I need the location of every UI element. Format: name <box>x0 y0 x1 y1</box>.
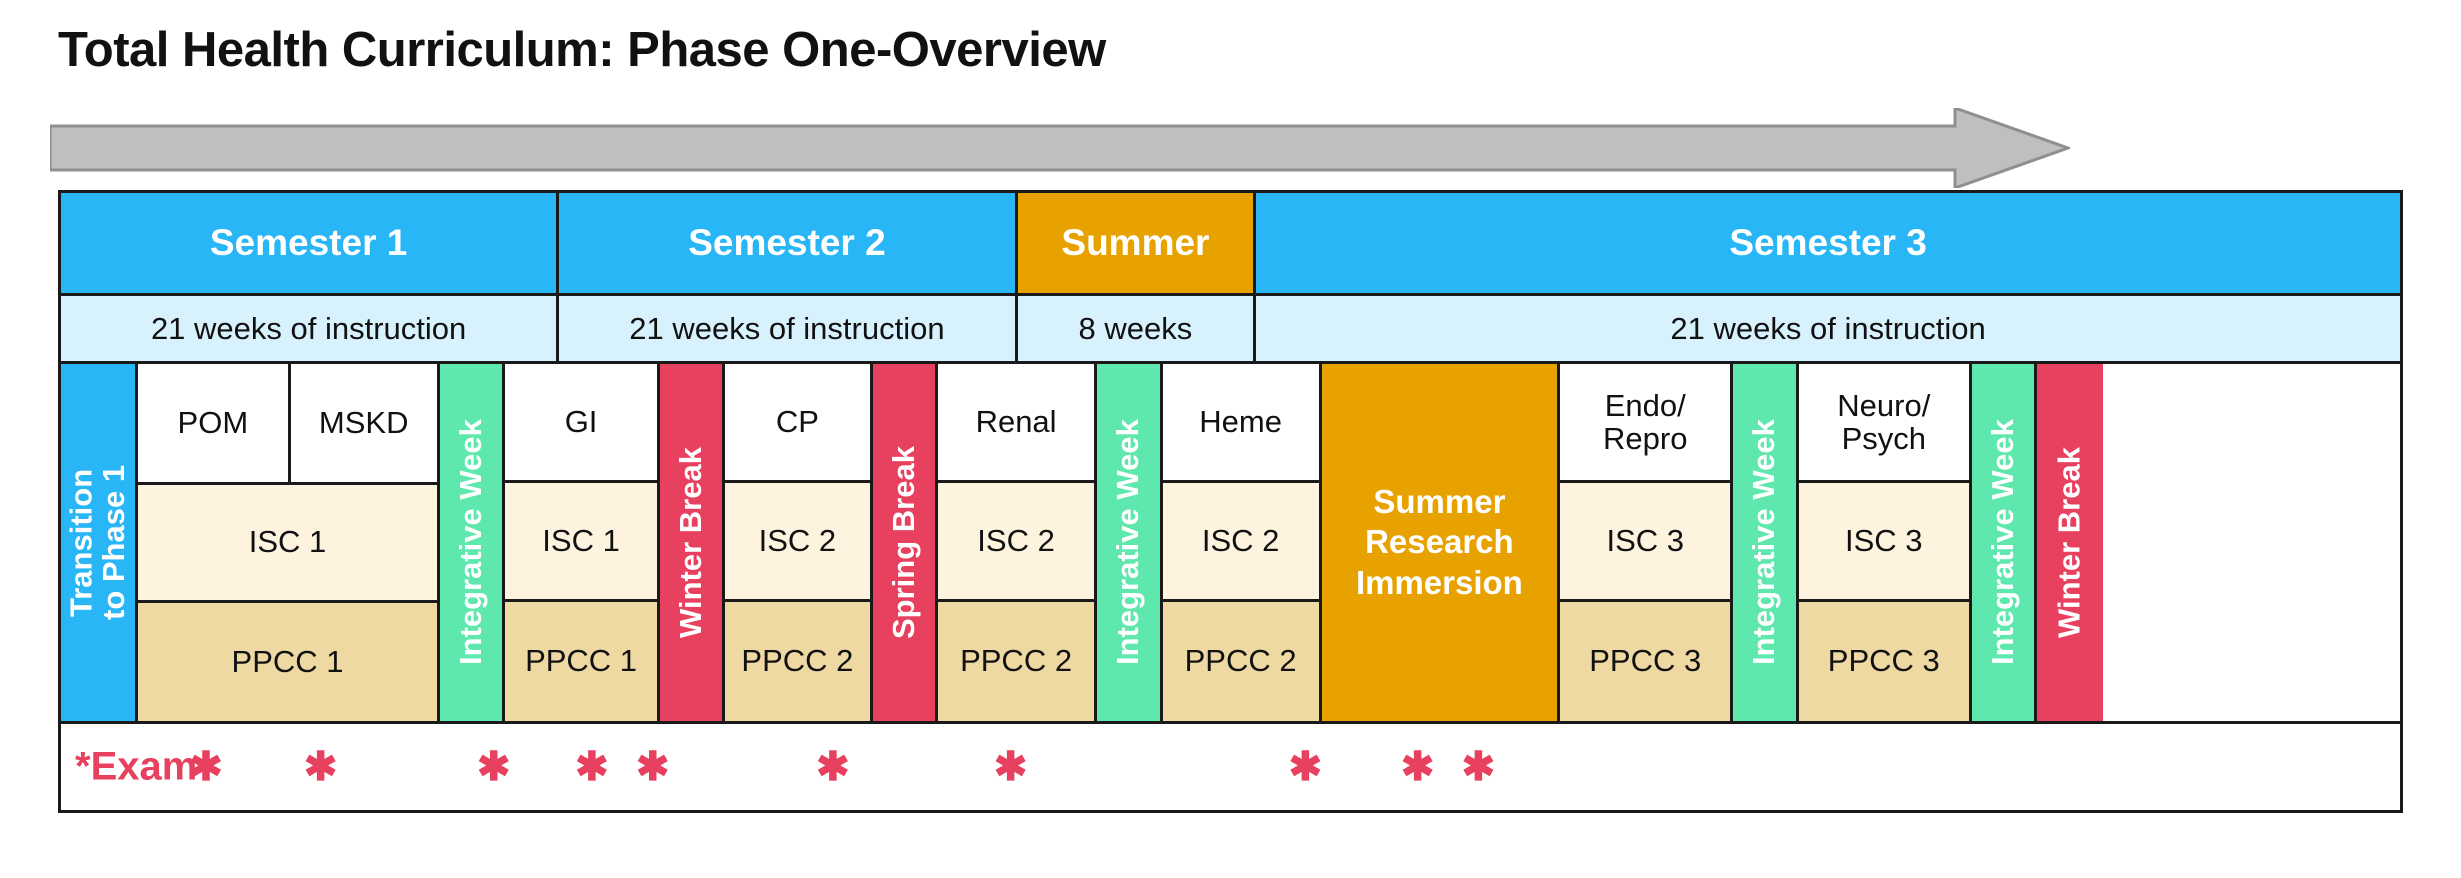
ppcc-3-a: PPCC 3 <box>1560 602 1730 721</box>
integrative-week-4-label: Integrative Week <box>1984 419 2020 666</box>
column-renal <box>938 364 1097 721</box>
page-title: Total Health Curriculum: Phase One-Overview <box>58 23 1106 77</box>
course-endo-repro: Endo/ Repro <box>1560 364 1730 483</box>
column-integrative-week-2 <box>1097 364 1162 721</box>
course-neuro-psych: Neuro/ Psych <box>1799 364 1969 483</box>
course-renal: Renal <box>938 364 1094 483</box>
exam-star: ✱ <box>575 745 609 789</box>
isc-2-a: ISC 2 <box>725 483 869 602</box>
isc-3-b: ISC 3 <box>1799 483 1969 602</box>
winter-break-2-label: Winter Break <box>2051 447 2087 638</box>
weeks-semester-3: 21 weeks of instruction <box>1256 296 2400 361</box>
ppcc-3-b: PPCC 3 <box>1799 602 1969 721</box>
course-gi: GI <box>505 364 656 483</box>
exam-star: ✱ <box>1461 745 1496 789</box>
isc-3-a: ISC 3 <box>1560 483 1730 602</box>
integrative-week-1-label: Integrative Week <box>452 419 488 666</box>
column-endo-repro <box>1560 364 1733 721</box>
course-cp: CP <box>725 364 869 483</box>
exam-star: ✱ <box>636 745 670 789</box>
course-blocks-row <box>61 361 2400 721</box>
ppcc-2-c: PPCC 2 <box>1163 602 1319 721</box>
spring-break-label: Spring Break <box>885 446 921 639</box>
ppcc-1-b: PPCC 1 <box>505 602 656 721</box>
weeks-row <box>61 293 2400 361</box>
ppcc-1-a: PPCC 1 <box>138 603 437 721</box>
exam-star: ✱ <box>1400 745 1435 789</box>
weeks-summer: 8 weeks <box>1018 296 1257 361</box>
column-summer-research-immersion <box>1322 364 1561 721</box>
column-integrative-week-4 <box>1972 364 2037 721</box>
column-neuro-psych <box>1799 364 1972 721</box>
timeline-arrow <box>50 108 2070 188</box>
column-winter-break-2 <box>2037 364 2102 721</box>
exam-star: ✱ <box>993 745 1028 789</box>
column-cp <box>725 364 872 721</box>
semester-header-summer: Summer <box>1018 193 1257 293</box>
course-mskd: MSKD <box>291 364 437 482</box>
curriculum-chart <box>58 190 2403 813</box>
winter-break-1-label: Winter Break <box>672 447 708 638</box>
column-gi <box>505 364 659 721</box>
column-integrative-week-3 <box>1733 364 1798 721</box>
exam-legend-label: *Exam <box>75 744 198 789</box>
transition-to-phase-1-label: Transition to Phase 1 <box>63 464 132 621</box>
exam-star: ✱ <box>476 745 511 789</box>
integrative-week-3-label: Integrative Week <box>1746 419 1782 666</box>
column-heme <box>1163 364 1322 721</box>
column-spring-break <box>873 364 938 721</box>
semester-header-1: Semester 1 <box>61 193 559 293</box>
weeks-semester-2: 21 weeks of instruction <box>559 296 1017 361</box>
isc-2-b: ISC 2 <box>938 483 1094 602</box>
exam-star: ✱ <box>1288 745 1323 789</box>
semester-header-2: Semester 2 <box>559 193 1017 293</box>
isc-1-b: ISC 1 <box>505 483 656 602</box>
isc-2-c: ISC 2 <box>1163 483 1319 602</box>
semester-header-row <box>61 193 2400 293</box>
column-winter-break-1 <box>660 364 725 721</box>
exam-star: ✱ <box>189 745 223 789</box>
semester-header-3: Semester 3 <box>1256 193 2400 293</box>
column-integrative-week-1 <box>440 364 505 721</box>
integrative-week-2-label: Integrative Week <box>1110 419 1146 666</box>
exam-row <box>61 721 2400 810</box>
summer-research-immersion-label: Summer Research Immersion <box>1355 483 1523 601</box>
ppcc-2-a: PPCC 2 <box>725 602 869 721</box>
ppcc-2-b: PPCC 2 <box>938 602 1094 721</box>
weeks-semester-1: 21 weeks of instruction <box>61 296 559 361</box>
exam-star: ✱ <box>303 745 338 789</box>
exam-star: ✱ <box>816 745 850 789</box>
course-pom: POM <box>138 364 290 482</box>
course-heme: Heme <box>1163 364 1319 483</box>
isc-1-a: ISC 1 <box>138 485 437 603</box>
column-transition-to-phase-1 <box>61 364 138 721</box>
column-sem1-block-a <box>138 364 440 721</box>
